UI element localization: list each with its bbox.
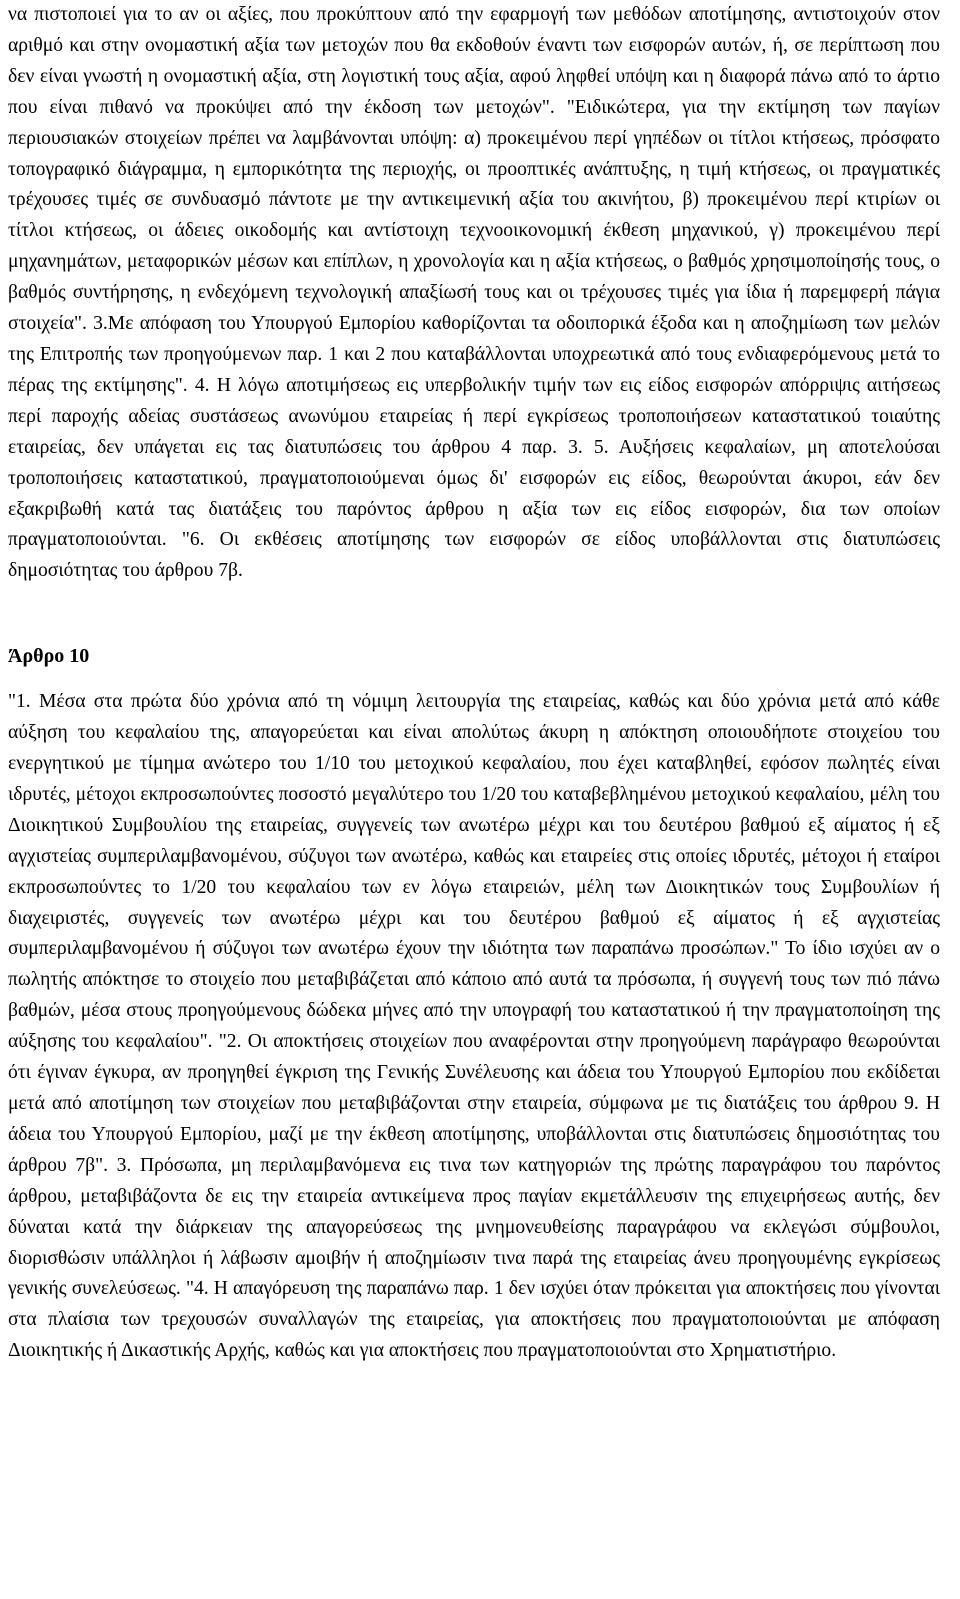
paragraph-article-9-continuation: να πιστοποιεί για το αν οι αξίες, που προκύπτουν από την εφαρμογή των μεθόδων αποτίμησης, αντιστοιχούν στον αριθμό και στην ονομαστική αξία των μετοχών που θα εκδοθούν έναντι των εισφορών αυτών, ή, σε περίπτωση που δεν είναι γνωστή η ονομαστική αξία, στη λογιστική τους αξία, αφού ληφθεί υπόψη και η διαφορά πάνω από το άρτιο που είναι πιθανό να προκύψει από την έκδοση των μετοχών". "Ειδικώτερα, για την εκτίμηση των παγίων περιουσιακών στοιχείων πρέπει να λαμβάνονται υπόψη: α) προκειμένου περί γηπέδων οι τίτλοι κτήσεως, πρόσφατο τοπογραφικό διάγραμμα, η εμπορικότητα της περιοχής, οι προοπτικές ανάπτυξης, η τιμή κτήσεως, οι πραγματικές τρέχουσες τιμές σε συνδυασμό πάντοτε με την αντικειμενική αξία του ακινήτου, β) προκειμένου περί κτιρίων οι τίτλοι κτήσεως, οι άδειες οικοδομής και αντίστοιχη τεχνοοικονομική έκθεση μηχανικού, γ) προκειμένου περί μηχανημάτων, μεταφορικών μέσων και επίπλων, η χρονολογία και η αξία κτήσεως, ο βαθμός χρησιμοποίησής τους, ο βαθμός συντήρησης, η ενδεχόμενη τεχνολογική απαξίωσή τους και οι τρέχουσες τιμές για ίδια ή παρεμφερή πάγια στοιχεία". 3.Με απόφαση του Υπουργού Εμπορίου καθορίζονται τα οδοιπορικά έξοδα και η αποζημίωση των μελών της Επιτροπής των προηγούμενων παρ. 1 και 2 που καταβάλλονται υποχρεωτικά από τους ενδιαφερόμενους μετά το πέρας της εκτίμησης". 4. Η λόγω αποτιμήσεως εις υπερβολικήν τιμήν των εις είδος εισφορών απόρριψις αιτήσεως περί παροχής αδείας συστάσεως ανωνύμου εταιρείας ή περί εγκρίσεως τροποποιήσεων καταστατικού τοιαύτης εταιρείας, δεν υπάγεται εις τας διατυπώσεις του άρθρου 4 παρ. 3. 5. Αυξήσεις κεφαλαίων, μη αποτελούσαι τροποποιήσεις καταστατικού, πραγματοποιούμεναι όμως δι' εισφορών εις είδος, θεωρούνται άκυροι, εάν δεν εξακριβωθή κατά τας διατάξεις του παρόντος άρθρου η αξία των εις είδος εισφορών, δια των οποίων πραγματοποιούνται. "6. Οι εκθέσεις αποτίμησης των εισφορών σε είδος υποβάλλονται στις διατυπώσεις δημοσιότητας του άρθρου 7β. (8, 4, 940, 582)
paragraph-article-10: "1. Μέσα στα πρώτα δύο χρόνια από τη νόμιμη λειτουργία της εταιρείας, καθώς και δύο χρόνια μετά από κάθε αύξηση του κεφαλαίου της, απαγορεύεται και είναι απολύτως άκυρη η απόκτηση οποιουδήποτε στοιχείου του ενεργητικού με τίμημα ανώτερο του 1/10 του μετοχικού κεφαλαίου, που έχει καταβληθεί, εφόσον πωλητές είναι ιδρυτές, μέτοχοι εκπροσωπούντες ποσοστό μεγαλύτερο του 1/20 του καταβεβλημένου μετοχικού κεφαλαίου, μέλη του Διοικητικού Συμβουλίου της εταιρείας, συγγενείς των ανωτέρω μέχρι και του δευτέρου βαθμού εξ αίματος ή εξ αγχιστείας συμπεριλαμβανομένου, σύζυγοι των ανωτέρω, καθώς και εταιρείες στις οποίες ιδρυτές, μέτοχοι ή εταίροι εκπροσωπούντες το 1/20 του κεφαλαίου των εν λόγω εταιρειών, μέλη των Διοικητικών τους Συμβουλίων ή διαχειριστές, συγγενείς των ανωτέρω μέχρι και του δευτέρου βαθμού εξ αίματος ή εξ αγχιστείας συμπεριλαμβανομένου ή σύζυγοι των ανωτέρω έχουν την ιδιότητα των παραπάνω προσώπων." Το ίδιο ισχύει αν ο πωλητής απόκτησε το στοιχείο που μεταβιβάζεται από κάποιο από αυτά τα πρόσωπα, ή συγγενή τους των πιό πάνω βαθμών, μέσα στους προηγούμενους δώδεκα μήνες από την υπογραφή του καταστατικού ή την πραγματοποίηση της αύξησης του κεφαλαίου". "2. Οι αποκτήσεις στοιχείων που αναφέρονται στην προηγούμενη παράγραφο θεωρούνται ότι έγιναν έγκυρα, αν προηγηθεί έγκριση της Γενικής Συνέλευσης και άδεια του Υπουργού Εμπορίου που εκδίδεται μετά από αποτίμηση των στοιχείων που μεταβιβάζονται στην εταιρεία, σύμφωνα με τις διατάξεις του άρθρου 9. Η άδεια του Υπουργού Εμπορίου, μαζί με την έκθεση αποτίμησης, υποβάλλονται στις διατυπώσεις δημοσιότητας του άρθρου 7β". 3. Πρόσωπα, μη περιλαμβανόμενα εις τινα των κατηγοριών της πρώτης παραγράφου του παρόντος άρθρου, μεταβιβάζοντα δε εις την εταιρεία αντικείμενα προς παγίαν εκμετάλλευσιν της επιχειρήσεως αυτής, δεν δύναται κατά την διάρκειαν της απαγορεύσεως της μνημονευθείσης παραγράφου να εκλεγώσι σύμβουλοι, διορισθώσιν υπάλληλοι ή λάβωσιν αμοιβήν ή αποζημίωσιν τινα παρά της εταιρείας άνευ προηγουμένης εγκρίσεως γενικής συνελεύσεως. "4. Η απαγόρευση της παραπάνω παρ. 1 δεν ισχύει όταν πρόκειται για αποκτήσεις που γίνονται στα πλαίσια των τρεχουσών συναλλαγών της εταιρείας, για αποκτήσεις που πραγματοποιούνται με απόφαση Διοικητικής ή Δικαστικής Αρχής, καθώς και για αποκτήσεις που πραγματοποιούνται στο Χρηματιστήριο. (8, 691, 940, 1362)
document-page (8, 0, 940, 1367)
article-heading: Άρθρο 10 (8, 645, 90, 668)
